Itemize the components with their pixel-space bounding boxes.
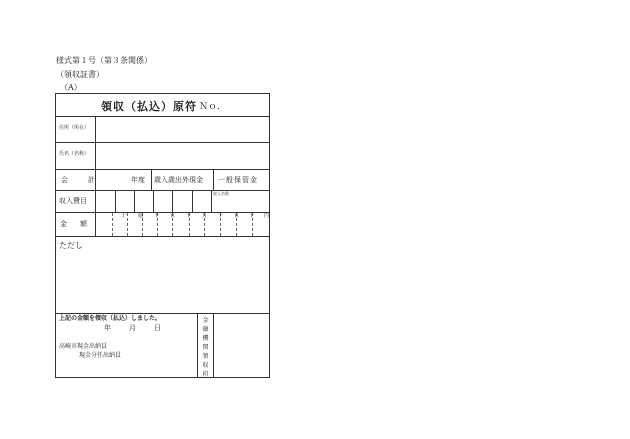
general-custody-label: 一般保管金 xyxy=(218,176,258,184)
divider xyxy=(134,190,135,212)
digit-divider xyxy=(112,213,113,236)
note-field[interactable] xyxy=(56,254,269,312)
fiscal-year-label: 年度 xyxy=(131,176,145,184)
divider xyxy=(192,190,193,212)
date-month-label: 月 xyxy=(129,324,136,332)
number-label: Ｎｏ． xyxy=(199,102,227,112)
divider xyxy=(172,190,173,212)
form-number-heading: 様式第１号（第３条関係） xyxy=(56,56,152,65)
divider xyxy=(55,236,270,237)
address-field[interactable] xyxy=(96,117,269,142)
digit-unit-label: 十 xyxy=(186,213,192,219)
digit-unit-label: 十 xyxy=(121,213,127,219)
divider xyxy=(55,190,270,191)
digit-unit-label: 万 xyxy=(202,213,208,219)
digit-unit-label: 千 xyxy=(154,213,160,219)
date-year-label: 年 xyxy=(104,324,111,332)
form-title: 領収（払込）原符 xyxy=(101,100,197,113)
amount-label: 金 額 xyxy=(60,220,90,228)
digit-unit-label: 百 xyxy=(234,213,240,219)
divider xyxy=(55,169,270,170)
divider xyxy=(213,169,214,190)
digit-divider xyxy=(127,213,128,236)
digit-unit-label: 億 xyxy=(138,213,144,219)
date-day-label: 日 xyxy=(154,324,161,332)
revenue-expenditure-cash-label: 歳入歳出外現金 xyxy=(154,176,203,184)
note-label: ただし xyxy=(59,241,83,250)
digit-unit-label: 百 xyxy=(170,213,176,219)
accounting-label: 会 計 xyxy=(61,176,97,184)
name-field[interactable] xyxy=(96,143,269,168)
form-subheading: （領収証書） xyxy=(56,70,104,79)
bank-seal-area[interactable] xyxy=(214,314,269,377)
sub-treasurer-title: 現金分任出納員 xyxy=(79,352,122,359)
address-label: 住所（所在） xyxy=(59,125,90,131)
name-label: 氏名（名称） xyxy=(59,151,90,157)
digit-unit-label: 十 xyxy=(249,213,255,219)
divider xyxy=(211,190,212,212)
receipt-expense-item-label: 収入費目 xyxy=(59,197,87,205)
divider xyxy=(95,169,96,236)
divider xyxy=(151,169,152,190)
bank-seal-label: 金 融 機 関 領 収 印 xyxy=(202,317,209,378)
treasurer-title: 高崎市現金出納員 xyxy=(59,343,108,350)
received-statement: 上記の金額を領収（払込）しました。 xyxy=(59,315,162,322)
divider xyxy=(115,190,116,212)
receipt-name-label: 収入名称 xyxy=(213,191,229,196)
form-variant-label: （A） xyxy=(60,83,82,92)
digit-unit-label: 千 xyxy=(218,213,224,219)
digit-unit-label: 円 xyxy=(264,213,270,219)
divider xyxy=(153,190,154,212)
